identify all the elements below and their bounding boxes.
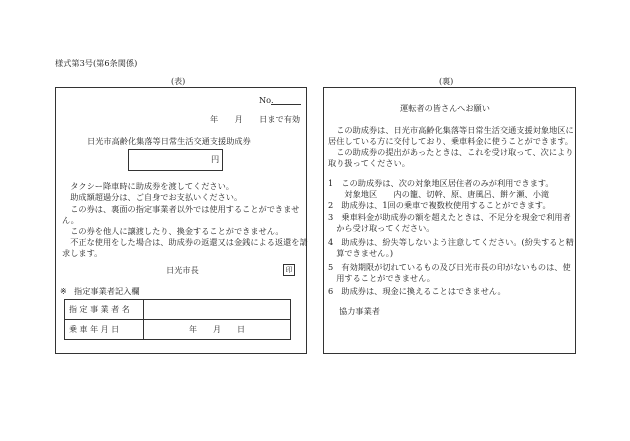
front-body-line: タクシー降車時に助成券を渡してください。	[62, 181, 234, 191]
back-item-line: 3 乗車料金が助成券の額を超えたときは、不足分を現金で利用者	[328, 212, 571, 222]
front-body-line: この券は、裏面の指定事業者以外では使用することができませ	[62, 204, 300, 214]
back-intro-line: この助成券は、日光市高齢化集落等日常生活交通支援対象地区に	[328, 125, 574, 135]
ride-date-field[interactable]: 年 月 日	[144, 320, 291, 340]
front-side-label: (表)	[171, 77, 186, 86]
table-label-ride-date: 乗 車 年 月 日	[65, 320, 144, 340]
front-body-line: 助成額超過分は、ご自身でお支払いください。	[62, 192, 243, 202]
front-body-line: この券を他人に譲渡したり、換金することができません。	[62, 226, 284, 236]
partner-operator-label: 協力事業者	[339, 306, 380, 316]
back-intro-line: この助成券の提出があったときは、これを受け取って、次により	[328, 147, 574, 157]
back-item-line: 算できません。)	[328, 248, 394, 258]
front-body-line: ん。	[62, 215, 79, 225]
official-seal-box: 印	[283, 264, 295, 276]
validity-date: 年 月 日まで有効	[210, 114, 301, 124]
no-underline	[271, 104, 301, 105]
back-title: 運転者の皆さんへお願い	[400, 103, 490, 113]
back-item-line: 用することができません。	[328, 273, 435, 283]
back-item-line: 対象地区 内の籠、切幹、原、唐風呂、餅ケ瀬、小滝	[328, 189, 550, 199]
back-item-line: 4 助成券は、紛失等しないよう注意してください。(紛失すると精	[328, 237, 574, 247]
form-id: 様式第3号(第6条関係)	[55, 58, 138, 68]
front-body-line: 不正な使用をした場合は、助成券の返還又は金銭による返還を請	[62, 237, 308, 247]
table-label-operator: 指 定 事 業 者 名	[65, 300, 144, 320]
amount-box	[128, 149, 223, 171]
operator-name-field[interactable]	[144, 300, 291, 320]
note-mark: ※	[60, 286, 67, 296]
front-body-line: 求します。	[62, 248, 103, 258]
table-row	[65, 320, 291, 340]
table-row	[65, 300, 291, 320]
back-item-line: 1 この助成券は、次の対象地区居住者のみが利用できます。	[328, 178, 554, 188]
mayor-name: 日光市長	[166, 265, 199, 275]
back-item-line: 6 助成券は、現金に換えることはできません。	[328, 286, 506, 296]
back-item-line: 5 有効期限が切れているもの及び日光市長の印がないものは、使	[328, 262, 571, 272]
back-item-line: 2 助成券は、1回の乗車で複数枚使用することができます。	[328, 200, 551, 210]
back-item-line: から受け取ってください。	[328, 223, 435, 233]
no-label: No.	[259, 95, 274, 105]
voucher-title: 日光市高齢化集落等日常生活交通支援助成券	[87, 136, 251, 146]
note-title: 指定事業者記入欄	[74, 286, 140, 296]
operator-record-table	[64, 299, 291, 340]
amount-unit: 円	[211, 154, 220, 164]
back-side-label: (裏)	[439, 77, 454, 86]
back-intro-line: 取り扱ってください。	[328, 158, 410, 168]
back-intro-line: 居住している方に交付しており、乗車料金に使うことができます。	[328, 136, 573, 146]
